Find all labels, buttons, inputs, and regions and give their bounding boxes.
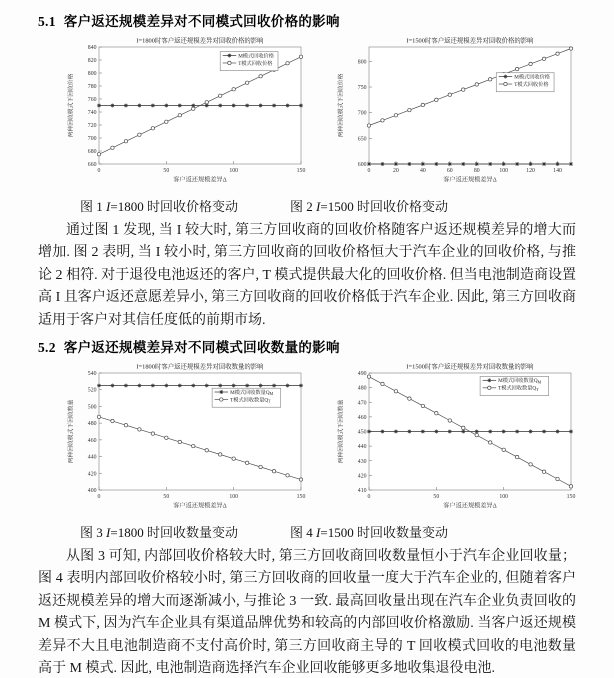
x-tick-label: 60 bbox=[446, 168, 453, 174]
circle-marker bbox=[394, 390, 397, 393]
y-tick-label: 840 bbox=[87, 45, 97, 51]
circle-marker bbox=[556, 52, 559, 55]
circle-marker bbox=[569, 485, 572, 488]
y-tick-label: 480 bbox=[357, 385, 367, 392]
figure-3-caption: 图 3 I=1800 时回收数量变动 bbox=[80, 525, 238, 541]
circle-marker bbox=[151, 127, 154, 130]
x-tick-label: 100 bbox=[229, 494, 239, 501]
x-axis-label: 客户返还规模差异Δ bbox=[443, 176, 497, 184]
x-tick-label: 40 bbox=[419, 168, 426, 174]
legend-label: T模式回收数量$Q_T$ bbox=[498, 385, 539, 392]
y-tick-label: 780 bbox=[87, 84, 97, 90]
circle-marker bbox=[165, 436, 168, 439]
legend-label: T模式回收价格 bbox=[514, 81, 549, 88]
circle-marker bbox=[299, 55, 302, 58]
circle-marker bbox=[272, 470, 275, 473]
circle-marker bbox=[178, 440, 181, 443]
figure-2 bbox=[335, 34, 579, 194]
circle-marker bbox=[475, 433, 478, 436]
legend-circle-marker bbox=[228, 61, 231, 64]
paragraph-2: 从图 3 可知, 内部回收价格较大时, 第三方回收商回收数量恒小于汽车企业回收量；图 4 表明内部回收价格较小时, 第三方回收商的回收量一度大于汽车企业的, 但随着客户返还规模差异的增大而逐渐减小, 与推论 3 一致. 最高回收量出现在汽车企业负责回收的 M 模式下, 因为汽车企业具有渠道品牌优势和较高的内部回收价格激励. 当客户返还规模差异不大且电池制造商不支付高价时, 第三方回收商主导的 T 回收模式回收的电池数量高于 M 模式. 因此, 电池制造商选择汽车企业回收能够更多地收集退役电池. bbox=[38, 549, 576, 677]
plot-border bbox=[369, 47, 571, 164]
circle-marker bbox=[489, 441, 492, 444]
y-tick-label: 600 bbox=[357, 162, 367, 168]
circle-marker bbox=[489, 78, 492, 81]
y-tick-label: 680 bbox=[87, 149, 97, 155]
legend-asterisk-marker bbox=[487, 378, 491, 382]
figure-1 bbox=[65, 34, 309, 194]
circle-marker bbox=[232, 88, 235, 91]
circle-marker bbox=[245, 461, 248, 464]
x-tick-label: 100 bbox=[499, 494, 509, 501]
circle-marker bbox=[435, 98, 438, 101]
caption-row-2 bbox=[0, 522, 614, 540]
circle-marker bbox=[448, 419, 451, 422]
circle-marker bbox=[408, 397, 411, 400]
circle-marker bbox=[421, 404, 424, 407]
circle-marker bbox=[97, 415, 100, 418]
circle-marker bbox=[542, 470, 545, 473]
circle-marker bbox=[367, 375, 370, 378]
x-tick-label: 0 bbox=[367, 168, 371, 174]
x-tick-label: 0 bbox=[97, 494, 101, 501]
y-tick-label: 540 bbox=[87, 371, 97, 378]
y-tick-label: 700 bbox=[87, 136, 97, 142]
legend-asterisk-marker bbox=[227, 53, 231, 57]
x-tick-label: 80 bbox=[473, 168, 480, 174]
y-tick-label: 470 bbox=[357, 400, 367, 407]
x-tick-label: 150 bbox=[566, 494, 576, 501]
circle-marker bbox=[205, 449, 208, 452]
figure-3-chart bbox=[65, 360, 309, 520]
figure-3 bbox=[65, 360, 309, 520]
circle-marker bbox=[111, 146, 114, 149]
y-tick-label: 700 bbox=[357, 110, 367, 117]
x-tick-label: 0 bbox=[367, 494, 371, 501]
y-tick-label: 440 bbox=[357, 444, 367, 451]
circle-marker bbox=[462, 88, 465, 91]
section-title: 客户返还规模差异对不同模式回收数量的影响 bbox=[63, 340, 340, 356]
y-axis-label: 两种回收模式下回收价格 bbox=[68, 73, 75, 138]
y-tick-label: 720 bbox=[87, 123, 97, 129]
y-tick-label: 760 bbox=[87, 97, 97, 103]
figure-4-chart bbox=[335, 360, 579, 520]
legend-circle-marker bbox=[488, 386, 491, 389]
circle-marker bbox=[286, 474, 289, 477]
circle-marker bbox=[192, 107, 195, 110]
chart-title: I=1800时客户返还规模差异对回收数量的影响 bbox=[136, 363, 264, 371]
circle-marker bbox=[192, 444, 195, 447]
circle-marker bbox=[381, 119, 384, 122]
y-tick-label: 750 bbox=[357, 85, 367, 92]
x-tick-label: 20 bbox=[393, 168, 399, 174]
chart-title: I=1500时客户返还规模差异对回收数量的影响 bbox=[406, 363, 534, 371]
paragraph-1: 通过图 1 发现, 当 I 较大时, 第三方回收商的回收价格随客户返还规模差异的增大而增加. 图 2 表明, 当 I 较小时, 第三方回收商的回收价格恒大于汽车企业的回收价格, 与推论 2 相符. 对于退役电池返还的客户, T 模式提供最大化的回收价格. 但当电池制造商设置高 I 且客户返还意愿差异小, 第三方回收商的回收价格低于汽车企业. 因此, 第三方回收商适用于客户对其信任度低的前期市场. bbox=[38, 223, 576, 328]
circle-marker bbox=[556, 477, 559, 480]
circle-marker bbox=[124, 140, 127, 143]
circle-marker bbox=[367, 124, 370, 127]
section-5-1-heading bbox=[38, 10, 614, 30]
circle-marker bbox=[245, 81, 248, 84]
circle-marker bbox=[515, 67, 518, 70]
circle-marker bbox=[529, 463, 532, 466]
figure-row-2 bbox=[0, 360, 614, 520]
circle-marker bbox=[286, 62, 289, 65]
circle-marker bbox=[394, 114, 397, 117]
circle-marker bbox=[502, 448, 505, 451]
x-tick-label: 150 bbox=[296, 168, 306, 174]
section-number: 5.2 bbox=[38, 340, 56, 356]
figure-4 bbox=[335, 360, 579, 520]
x-tick-label: 100 bbox=[229, 168, 239, 174]
legend-label: M模式回收价格 bbox=[514, 74, 551, 81]
chart-title: I=1500时客户返还规模差异对回收价格的影响 bbox=[406, 37, 534, 45]
circle-marker bbox=[165, 120, 168, 123]
legend-asterisk-marker bbox=[503, 75, 507, 79]
legend-asterisk-marker bbox=[219, 390, 223, 394]
y-tick-label: 400 bbox=[87, 488, 97, 495]
x-tick-label: 140 bbox=[553, 168, 562, 174]
section-number: 5.1 bbox=[38, 14, 56, 29]
section-5-2-heading bbox=[38, 336, 614, 356]
chart-title: I=1800时客户返还规模差异对回收价格的影响 bbox=[136, 37, 264, 45]
circle-marker bbox=[259, 465, 262, 468]
figure-1-chart bbox=[65, 34, 309, 194]
circle-marker bbox=[97, 153, 100, 156]
y-tick-label: 520 bbox=[87, 387, 97, 394]
y-tick-label: 460 bbox=[87, 437, 97, 444]
y-tick-label: 420 bbox=[357, 473, 367, 480]
circle-marker bbox=[232, 457, 235, 460]
y-tick-label: 660 bbox=[87, 162, 97, 168]
circle-marker bbox=[462, 426, 465, 429]
circle-marker bbox=[219, 94, 222, 97]
y-tick-label: 820 bbox=[87, 58, 97, 64]
x-tick-label: 50 bbox=[433, 494, 440, 501]
x-tick-label: 150 bbox=[296, 494, 306, 501]
y-tick-label: 800 bbox=[357, 59, 367, 66]
x-tick-label: 50 bbox=[163, 168, 170, 174]
circle-marker bbox=[111, 419, 114, 422]
circle-marker bbox=[178, 114, 181, 117]
circle-marker bbox=[435, 412, 438, 415]
circle-marker bbox=[408, 108, 411, 111]
x-tick-label: 100 bbox=[499, 168, 509, 174]
circle-marker bbox=[381, 382, 384, 385]
section-title: 客户返还规模差异对不同模式回收价格的影响 bbox=[63, 14, 340, 29]
legend-label: T模式回收数量$Q_T$ bbox=[230, 397, 271, 404]
y-tick-label: 420 bbox=[87, 471, 97, 478]
y-tick-label: 800 bbox=[87, 71, 97, 77]
circle-marker bbox=[299, 478, 302, 481]
legend-label: M模式回收数量$Q_M$ bbox=[498, 378, 542, 385]
y-tick-label: 480 bbox=[87, 421, 97, 428]
circle-marker bbox=[475, 83, 478, 86]
legend-label: T模式回收价格 bbox=[238, 60, 273, 67]
y-axis-label: 两种回收模式下回收数量 bbox=[338, 399, 345, 464]
figure-1-caption: 图 1 I=1800 时回收价格变动 bbox=[80, 199, 238, 214]
circle-marker bbox=[448, 93, 451, 96]
circle-marker bbox=[569, 47, 572, 50]
legend-circle-marker bbox=[504, 82, 507, 85]
circle-marker bbox=[515, 455, 518, 458]
legend-label: M模式回收价格 bbox=[238, 53, 274, 60]
circle-marker bbox=[421, 103, 424, 106]
y-tick-label: 460 bbox=[357, 414, 367, 421]
circle-marker bbox=[259, 75, 262, 78]
legend-circle-marker bbox=[220, 398, 223, 401]
caption-row-1 bbox=[0, 196, 614, 214]
circle-marker bbox=[138, 428, 141, 431]
x-tick-label: 50 bbox=[163, 494, 170, 501]
circle-marker bbox=[151, 432, 154, 435]
x-axis-label: 客户返还规模差异Δ bbox=[443, 502, 497, 510]
figure-4-caption: 图 4 I=1500 时回收数量变动 bbox=[290, 525, 448, 541]
circle-marker bbox=[124, 424, 127, 427]
y-axis-label: 两种回收模式下回收数量 bbox=[68, 399, 75, 464]
y-tick-label: 440 bbox=[87, 454, 97, 461]
figure-row-1 bbox=[0, 34, 614, 194]
legend-label: M模式回收数量$Q_M$ bbox=[230, 389, 274, 397]
y-tick-label: 650 bbox=[357, 136, 367, 143]
y-tick-label: 740 bbox=[87, 110, 97, 116]
y-tick-label: 410 bbox=[357, 488, 367, 495]
x-tick-label: 0 bbox=[97, 168, 101, 174]
circle-marker bbox=[219, 453, 222, 456]
circle-marker bbox=[205, 101, 208, 104]
x-axis-label: 客户返还规模差异Δ bbox=[173, 502, 227, 510]
y-tick-label: 430 bbox=[357, 458, 367, 465]
y-tick-label: 490 bbox=[357, 371, 367, 378]
y-tick-label: 450 bbox=[357, 429, 367, 436]
y-axis-label: 两种回收模式下回收价格 bbox=[338, 73, 345, 138]
circle-marker bbox=[529, 62, 532, 65]
figure-2-chart bbox=[335, 34, 579, 194]
y-tick-label: 500 bbox=[87, 404, 97, 411]
x-axis-label: 客户返还规模差异Δ bbox=[173, 176, 227, 184]
circle-marker bbox=[542, 57, 545, 60]
x-tick-label: 120 bbox=[526, 168, 535, 174]
circle-marker bbox=[138, 133, 141, 136]
figure-2-caption: 图 2 I=1500 时回收价格变动 bbox=[290, 199, 448, 214]
